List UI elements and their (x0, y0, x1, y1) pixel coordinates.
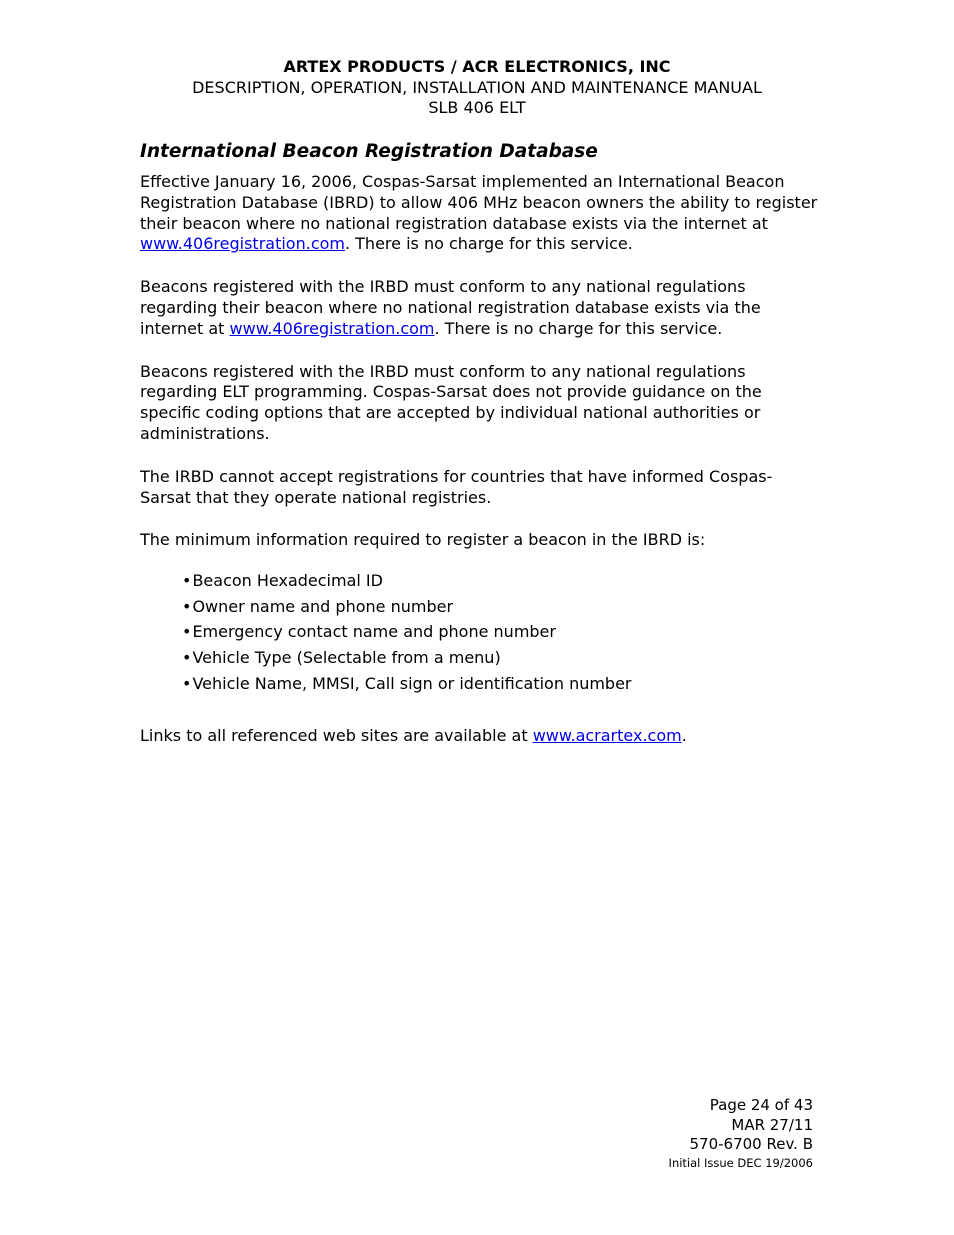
paragraph-text: . There is no charge for this service. (344, 234, 633, 254)
list-item (182, 648, 820, 669)
initial-issue-date: Initial Issue DEC 19/2006 (668, 1155, 813, 1170)
registration-link[interactable]: www.406registration.com (140, 234, 345, 254)
paragraph-ibrd-intro (140, 172, 820, 255)
company-name: ARTEX PRODUCTS / ACR ELECTRONICS, INC (283, 57, 671, 76)
bullet-icon: • (182, 596, 192, 616)
acrartex-link[interactable]: www.acrartex.com (532, 726, 682, 746)
bullet-icon: • (182, 647, 192, 667)
revision-date: MAR 27/11 (731, 1115, 813, 1134)
list-item (182, 674, 820, 695)
section-title: International Beacon Registration Database (140, 141, 598, 162)
list-item-text: Vehicle Type (Selectable from a menu) (192, 647, 501, 667)
page-number: Page 24 of 43 (709, 1096, 813, 1114)
manual-title: DESCRIPTION, OPERATION, INSTALLATION AND MAINTENANCE MANUAL (192, 77, 762, 97)
paragraph-text: . There is no charge for this service. (434, 318, 723, 338)
list-item-text: Owner name and phone number (192, 596, 454, 616)
paragraph-text: Beacons registered with the IRBD must conform to any national regulations regarding their beacon where no national registration database exists via the internet at (140, 277, 761, 338)
list-item (182, 622, 820, 643)
paragraph-text: Links to all referenced web sites are available at (140, 726, 533, 746)
paragraph-text: Effective January 16, 2006, Cospas-Sarsat implemented an International Beacon Registration Database (IBRD) to allow 406 MHz beacon owners the ability to register their beacon where no national registration database exists via the internet at (140, 172, 818, 233)
paragraph-national-registries: The IRBD cannot accept registrations for countries that have informed Cospas-Sarsat that they operate national registries. (140, 466, 773, 507)
list-item (182, 597, 820, 618)
requirements-list (182, 571, 820, 694)
list-item-text: Beacon Hexadecimal ID (192, 571, 383, 591)
paragraph-national-regulations (140, 277, 820, 339)
bullet-icon: • (182, 571, 192, 591)
bullet-icon: • (182, 673, 192, 693)
paragraph-links-note (140, 726, 820, 747)
list-item (182, 571, 820, 592)
paragraph-elt-programming: Beacons registered with the IRBD must conform to any national regulations regarding ELT programming. Cospas-Sarsat does not provide guidance on the specific coding options that are accepted by individual national authorities or administrations. (140, 361, 762, 443)
registration-link[interactable]: www.406registration.com (229, 318, 435, 338)
document-header (0, 57, 954, 119)
list-item-text: Emergency contact name and phone number (192, 622, 556, 642)
document-number: 570-6700 Rev. B (689, 1135, 813, 1153)
document-footer (669, 1096, 813, 1171)
document-body (140, 140, 820, 769)
list-item-text: Vehicle Name, MMSI, Call sign or identification number (192, 673, 632, 693)
paragraph-text: . (681, 726, 687, 746)
bullet-icon: • (182, 622, 192, 642)
model-name: SLB 406 ELT (428, 98, 526, 117)
paragraph-minimum-info: The minimum information required to register a beacon in the IBRD is: (140, 530, 706, 550)
